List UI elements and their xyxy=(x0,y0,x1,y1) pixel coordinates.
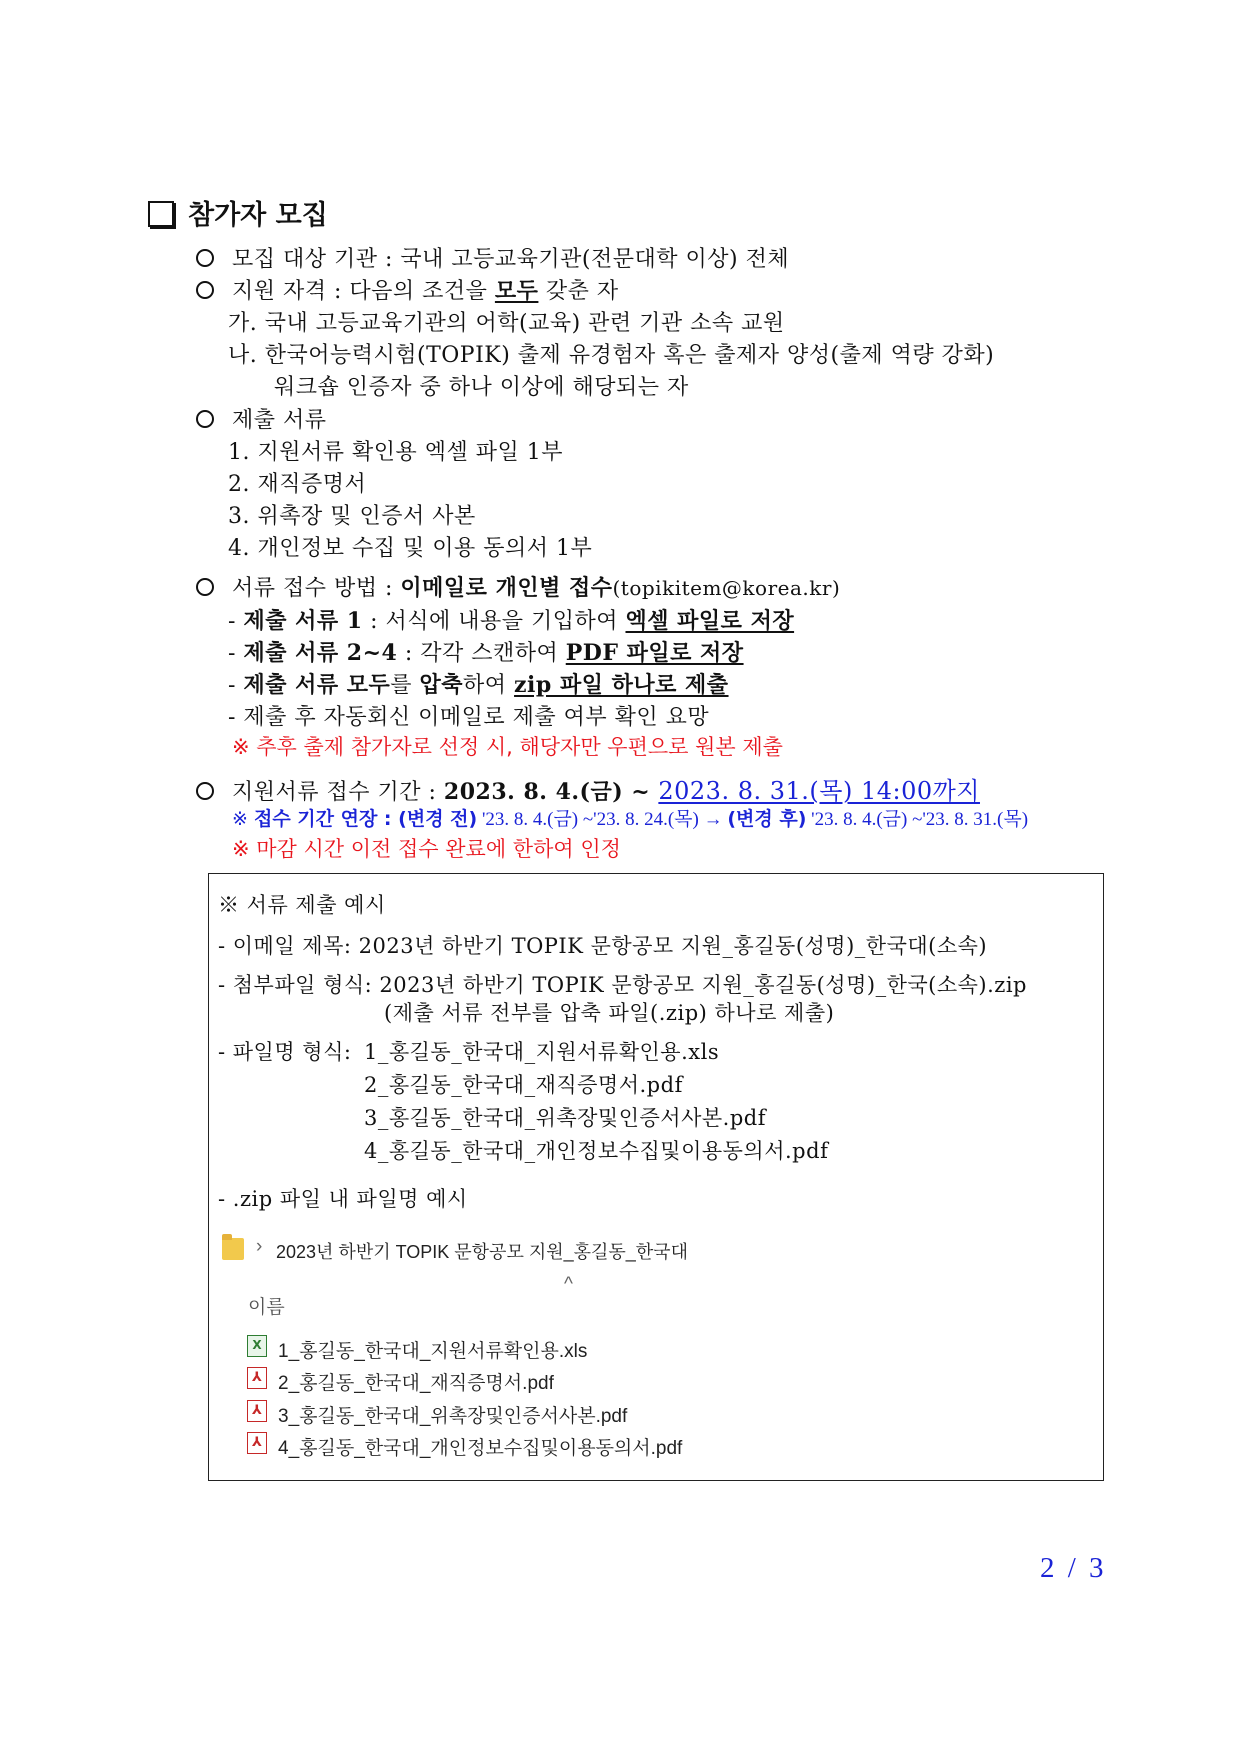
example-zip-label: - .zip 파일 내 파일명 예시 xyxy=(218,1187,468,1211)
method-step-1: - 제출 서류 1 : 서식에 내용을 기입하여 엑셀 파일로 저장 xyxy=(228,608,795,634)
column-header-name[interactable]: 이름 xyxy=(248,1297,285,1318)
circle-bullet-icon xyxy=(196,281,214,299)
circle-bullet-icon xyxy=(196,578,214,596)
breadcrumb-folder[interactable]: 2023년 하반기 TOPIK 문항공모 지원_홍길동_한국대 xyxy=(276,1242,688,1262)
page-number: 2 / 3 xyxy=(1040,1552,1104,1584)
explorer-file-4[interactable]: 4_홍길동_한국대_개인정보수집및이용동의서.pdf xyxy=(278,1438,683,1459)
pdf-icon: ⅄ xyxy=(247,1367,267,1389)
circle-bullet-icon xyxy=(196,249,214,267)
documents-label: 제출 서류 xyxy=(196,403,327,434)
target-line: 모집 대상 기관 : 국내 고등교육기관(전문대학 이상) 전체 xyxy=(196,242,789,273)
document-item-3: 3. 위촉장 및 인증서 사본 xyxy=(228,504,476,529)
example-filename-2: 2_홍길동_한국대_재직증명서.pdf xyxy=(364,1073,683,1097)
sort-arrow-icon[interactable]: ^ xyxy=(564,1274,573,1295)
method-line: 서류 접수 방법 : 이메일로 개인별 접수(topikitem@korea.kr) xyxy=(196,571,840,602)
example-email-subject: - 이메일 제목: 2023년 하반기 TOPIK 문항공모 지원_홍길동(성명)_한국대(소속) xyxy=(218,934,988,958)
method-note: ※ 추후 출제 참가자로 선정 시, 해당자만 우편으로 원본 제출 xyxy=(232,735,783,759)
explorer-file-2[interactable]: 2_홍길동_한국대_재직증명서.pdf xyxy=(278,1373,554,1394)
document-item-2: 2. 재직증명서 xyxy=(228,472,367,497)
example-filename-4: 4_홍길동_한국대_개인정보수집및이용동의서.pdf xyxy=(364,1139,829,1163)
example-attachment-line1: - 첨부파일 형식: 2023년 하반기 TOPIK 문항공모 지원_홍길동(성명)_한국(소속).zip xyxy=(218,973,1027,997)
qualification-a: 가. 국내 고등교육기관의 어학(교육) 관련 기관 소속 교원 xyxy=(228,311,785,336)
excel-icon: X xyxy=(247,1335,267,1357)
method-step-4: - 제출 후 자동회신 이메일로 제출 여부 확인 요망 xyxy=(228,705,710,730)
qualification-b-line2: 워크숍 인증자 중 하나 이상에 해당되는 자 xyxy=(274,375,689,400)
breadcrumb-arrow: › xyxy=(256,1236,263,1257)
deadline-note: ※ 마감 시간 이전 접수 완료에 한하여 인정 xyxy=(232,837,621,861)
checkbox-square-icon xyxy=(148,201,174,227)
qualification-b-line1: 나. 한국어능력시험(TOPIK) 출제 유경험자 혹은 출제자 양성(출제 역량 강화) xyxy=(228,343,995,368)
pdf-icon: ⅄ xyxy=(247,1432,267,1454)
example-filename-3: 3_홍길동_한국대_위촉장및인증서사본.pdf xyxy=(364,1106,766,1130)
example-heading: ※ 서류 제출 예시 xyxy=(218,893,386,917)
circle-bullet-icon xyxy=(196,410,214,428)
folder-icon xyxy=(222,1238,244,1260)
method-step-3: - 제출 서류 모두를 압축하여 zip 파일 하나로 제출 xyxy=(228,672,729,698)
period-extension-note: ※ 접수 기간 연장 : (변경 전) '23. 8. 4.(금) ~'23. 8. 24.(목) → (변경 후) '23. 8. 4.(금) ~'23. 8. 31.(목) xyxy=(232,808,1029,830)
document-item-4: 4. 개인정보 수집 및 이용 동의서 1부 xyxy=(228,536,593,561)
method-step-2: - 제출 서류 2~4 : 각각 스캔하여 PDF 파일로 저장 xyxy=(228,640,744,666)
period-line: 지원서류 접수 기간 : 2023. 8. 4.(금) ~ 2023. 8. 31.(목) 14:00까지 xyxy=(196,771,980,806)
pdf-icon: ⅄ xyxy=(247,1400,267,1422)
document-item-1: 1. 지원서류 확인용 엑셀 파일 1부 xyxy=(228,440,563,465)
circle-bullet-icon xyxy=(196,782,214,800)
section-title: 참가자 모집 xyxy=(148,193,328,232)
explorer-file-3[interactable]: 3_홍길동_한국대_위촉장및인증서사본.pdf xyxy=(278,1406,628,1427)
example-attachment-line2: (제출 서류 전부를 압축 파일(.zip) 하나로 제출) xyxy=(384,1001,835,1025)
example-filename-label: - 파일명 형식: xyxy=(218,1040,352,1064)
explorer-file-1[interactable]: 1_홍길동_한국대_지원서류확인용.xls xyxy=(278,1341,588,1362)
example-filename-1: 1_홍길동_한국대_지원서류확인용.xls xyxy=(364,1040,720,1064)
qualification-line: 지원 자격 : 다음의 조건을 모두 갖춘 자 xyxy=(196,274,619,305)
